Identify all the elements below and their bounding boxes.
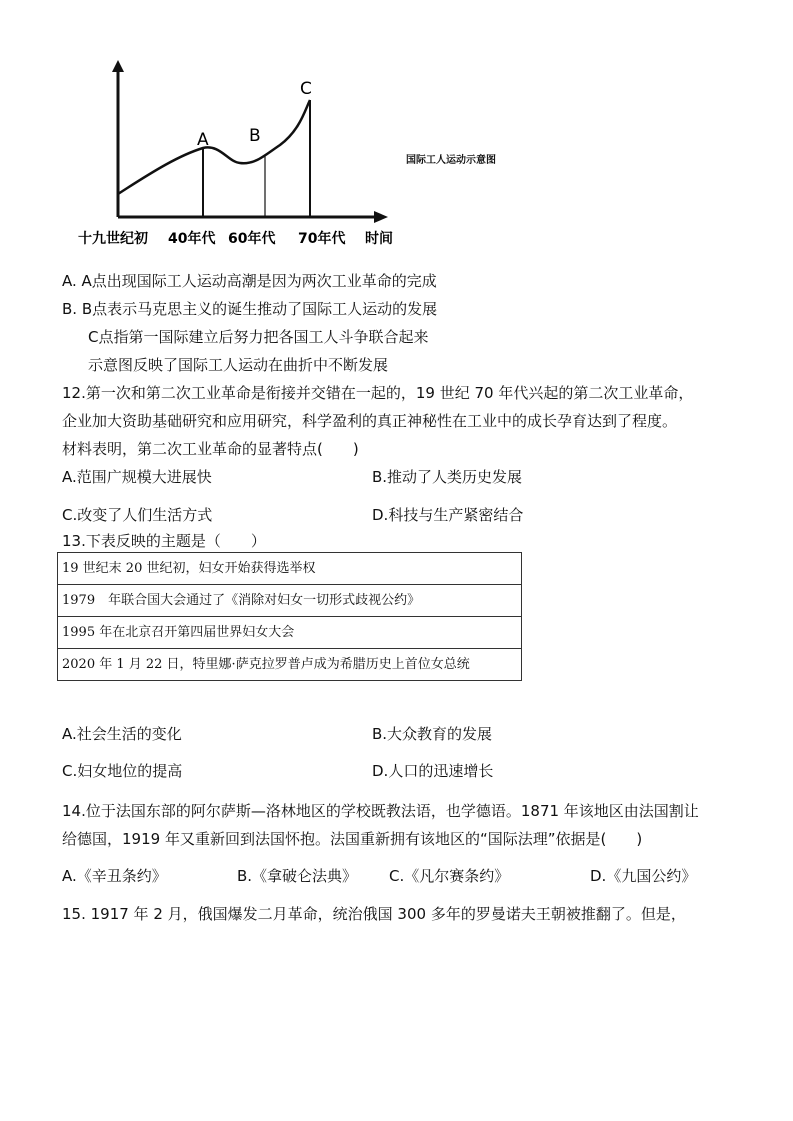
x-axis-label: 时间 <box>365 231 393 247</box>
q12-option-b: B.推动了人类历史发展 <box>372 468 523 486</box>
women-events-table <box>57 552 522 681</box>
q13-option-a: A.社会生活的变化 <box>62 725 182 743</box>
table-cell: 1995 年在北京召开第四届世界妇女大会 <box>58 617 522 649</box>
table-cell: 1979 年联合国大会通过了《消除对妇女一切形式歧视公约》 <box>58 585 522 617</box>
table-cell: 2020 年 1 月 22 日，特里娜·萨克拉罗普卢成为希腊历史上首位女总统 <box>58 649 522 681</box>
q12-option-a: A.范围广规模大进展快 <box>62 468 212 486</box>
q12-stem-line3: 材料表明，第二次工业革命的显著特点( ) <box>62 440 359 458</box>
q11-option-c: C点指第一国际建立后努力把各国工人斗争联合起来 <box>88 328 429 346</box>
q14-stem-line1: 14.位于法国东部的阿尔萨斯—洛林地区的学校既教法语，也学德语。1871 年该地区由法国割让 <box>62 802 699 820</box>
q12-stem-line1: 12.第一次和第二次工业革命是衔接并交错在一起的，19 世纪 70 年代兴起的第二次工业革命， <box>62 384 694 402</box>
q12-option-d: D.科技与生产紧密结合 <box>372 506 524 524</box>
q13-option-b: B.大众教育的发展 <box>372 725 493 743</box>
x-axis-arrow <box>374 211 388 223</box>
q13-option-d: D.人口的迅速增长 <box>372 762 494 780</box>
q12-stem-line2: 企业加大资助基础研究和应用研究，科学盈利的真正神秘性在工业中的成长孕育达到了程度。 <box>62 412 678 430</box>
figure-caption: 国际工人运动示意图 <box>406 155 496 166</box>
x-tick-1: 十九世纪初 <box>78 231 148 247</box>
q14-option-a: A.《辛丑条约》 <box>62 867 167 885</box>
q13-option-c: C.妇女地位的提高 <box>62 762 183 780</box>
y-axis-arrow <box>112 60 124 72</box>
table-cell: 19 世纪末 20 世纪初，妇女开始获得选举权 <box>58 553 522 585</box>
table-row <box>58 617 522 649</box>
q14-option-d: D.《九国公约》 <box>590 867 697 885</box>
table-row <box>58 585 522 617</box>
point-label-b: B <box>249 126 261 146</box>
table-row <box>58 649 522 681</box>
q14-stem-line2: 给德国，1919 年又重新回到法国怀抱。法国重新拥有该地区的“国际法理”依据是( ) <box>62 830 643 848</box>
movement-curve <box>118 100 310 194</box>
q11-option-d: 示意图反映了国际工人运动在曲折中不断发展 <box>88 356 389 374</box>
x-tick-3: 60年代 <box>228 231 276 247</box>
q12-option-c: C.改变了人们生活方式 <box>62 506 213 524</box>
point-label-a: A <box>197 130 209 150</box>
q15-stem-line1: 15. 1917 年 2 月，俄国爆发二月革命，统治俄国 300 多年的罗曼诺夫王朝被推翻了。但是， <box>62 905 686 923</box>
q11-option-a: A. A点出现国际工人运动高潮是因为两次工业革命的完成 <box>62 272 437 290</box>
q11-option-b: B. B点表示马克思主义的诞生推动了国际工人运动的发展 <box>62 300 438 318</box>
q14-option-b: B.《拿破仑法典》 <box>237 867 358 885</box>
x-tick-2: 40年代 <box>168 231 216 247</box>
q14-option-c: C.《凡尔赛条约》 <box>389 867 510 885</box>
table-row <box>58 553 522 585</box>
x-tick-4: 70年代 <box>298 231 346 247</box>
point-label-c: C <box>300 79 312 99</box>
q13-stem: 13.下表反映的主题是（ ） <box>62 532 266 550</box>
